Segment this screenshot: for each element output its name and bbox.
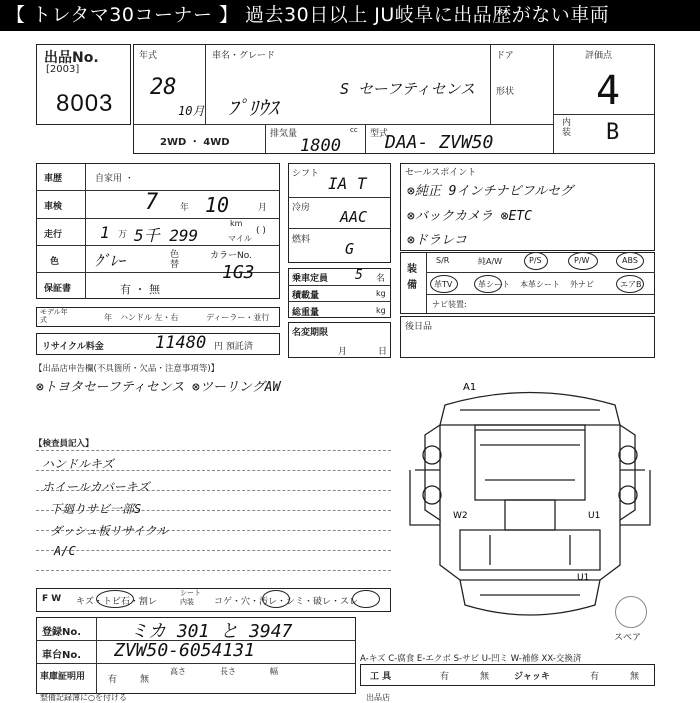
drive-label: 2WD ・ 4WD [160,137,230,148]
interior-fw-label: F W [42,594,62,604]
inspection-month-unit: 月 [258,203,268,213]
warranty-label: 保証書 [44,284,72,294]
equipment-label: 装備 [407,264,417,291]
spare-tire-icon [615,596,647,628]
footer-left: 整備記録簿に○を付ける [40,693,127,702]
capacity-label: 乗車定員 [292,274,329,284]
interior-value: B [606,120,620,145]
sales-points-label: セールスポイント [405,168,477,178]
color-code-label: カラーNo. [210,251,252,261]
header-banner: 【 トレタマ30コーナー 】 過去30日以上 JU岐阜に出品歴がない車両 [0,0,700,31]
ac-label: 冷房 [292,203,311,213]
car-damage-diagram [405,370,655,630]
equip-ps: P/S [529,256,542,265]
ac-value: AAC [340,208,368,226]
doors-shape-label: 形状 [496,87,515,97]
navi-label: ナビ装置: [432,300,467,309]
score-value: 4 [596,68,621,114]
vin-cert-sub2: 無 [140,675,150,685]
model-value: DAA- ZVW50 [385,132,494,153]
model-year-label: モデル年式 [40,308,68,324]
mileage-label: 走行 [44,230,63,240]
circle-sure [352,590,380,608]
inspection-year: 7 [145,190,159,215]
damage-legend: A-キズ C-腐食 E-エクボ S-サビ U-凹ミ W-補修 XX-交換済 [360,654,582,664]
lot-label: 出品No. [44,50,99,66]
circle-pw [568,252,598,270]
reg-period-label: 名変期限 [292,328,329,338]
diagram-a1: A1 [463,382,477,393]
tools-v1: 有 [440,672,450,682]
equip-leather: 本革シート [520,280,560,289]
interior-items: キズ・トビ石・割レ [76,597,157,607]
mileage-unit-km: km [230,219,243,228]
notes-header: 【出品店申告欄(不具箇所・欠品・注意事項等)】 [34,364,220,374]
model-year-unit: 年 [104,313,112,322]
vin-label: 車台No. [42,650,82,661]
dealer-label: ディーラー・並行 [206,313,270,322]
circle-tv [430,275,458,293]
score-label: 評価点 [585,51,613,61]
mileage-paren: ( ) [256,226,266,236]
vin-cert-sub1: 有 [108,675,118,685]
jack-v2: 無 [630,672,640,682]
reg-period-unit2: 日 [378,347,388,357]
recycle-value: 11480 [155,333,207,353]
equip-tv: 革TV [434,280,453,289]
inspector-line-1: ハンドルキズ [42,457,114,471]
displacement-value: 1800 [300,136,341,156]
color-change-label: 色替 [170,250,180,270]
circle-ps [524,252,548,270]
shift-value: IA T [328,174,367,193]
vin-cert-sub3: 高さ [170,667,186,676]
inspector-line-4: ダッシュ板リサイクル [50,524,169,538]
inspector-label: 【検査員記入】 [34,439,94,449]
sales-point-1: ⊗純正 9インチナビフルセグ [407,184,573,199]
fuel-value: G [345,240,355,258]
equip-seat: 革シート [478,280,510,289]
footer-right: 出品店 [366,693,390,702]
displacement-unit: cc [350,126,358,134]
displacement-label: 排気量 [270,129,298,139]
vin-value: ZVW50-6054131 [114,640,255,661]
vin-cert-label: 車庫証明用 [40,672,86,682]
year-value: 28 [150,75,177,100]
capacity-unit: 名 [376,274,386,284]
sales-point-2: ⊗バックカメラ ⊗ETC [407,209,532,224]
mileage-man: 1 [100,223,110,242]
circle-abs [616,252,644,270]
diagram-w2: W2 [453,511,468,521]
equip-pw: P/W [574,256,590,265]
vin-cert-sub5: 幅 [270,667,278,676]
inspection-year-unit: 年 [180,203,190,213]
color-code: 1G3 [222,262,255,283]
doors-label: ドア [496,51,514,61]
recycle-deposit: 円 預託済 [214,342,253,352]
jack-label: ジャッキ [514,672,550,682]
load-label: 積載量 [292,291,320,301]
mileage-value: 5千 299 [134,226,199,245]
color-value: ｸﾞﾚｰ [95,252,126,270]
tools-v2: 無 [480,672,490,682]
capacity-value: 5 [355,268,363,283]
year-month: 10月 [178,104,205,118]
inspection-month: 10 [205,193,230,217]
color-label: 色 [50,257,60,267]
inspector-line-5: A/C [54,544,76,558]
handle-label: ハンドル 左・右 [120,313,179,322]
equip-abs: ABS [622,256,638,265]
reg-label: 登録No. [42,627,82,638]
spare-label: スペア [614,633,642,643]
history-value: 自家用 ・ [95,174,134,184]
mileage-man-unit: 万 [118,230,128,240]
reg-period-unit: 月 [338,347,348,357]
name-value: ﾌﾟﾘｳｽ [228,96,278,120]
name-grade: S セーフティセンス [340,80,476,98]
interior-items2: コゲ・穴・汚レ・シミ・破レ・スレ [214,597,359,607]
fuel-label: 燃料 [292,235,311,245]
lot-sub: [2003] [46,64,80,75]
history-label: 車歴 [44,174,63,184]
name-label: 車名・グレード [212,51,276,61]
gross-unit: kg [376,306,386,315]
load-unit: kg [376,289,386,298]
diagram-u1: U1 [588,511,601,521]
inspector-line-3: 下廻りサビ一部S [50,502,142,516]
back-storage-box [400,316,655,358]
equip-navi: 外ナビ [570,280,594,289]
reg-value: ミカ 301 と 3947 [130,621,293,642]
back-storage-label: 後日品 [405,322,433,332]
recycle-label: リサイクル料金 [42,342,104,352]
circle-tobi [96,590,134,608]
interior-label: 内装 [562,118,572,138]
tools-box [360,664,655,686]
circle-seat [474,275,502,293]
jack-v1: 有 [590,672,600,682]
year-label: 年式 [139,51,158,61]
circle-airbag [616,275,644,293]
mileage-unit-mile: マイル [228,234,252,243]
inspection-label: 車検 [44,202,63,212]
sales-point-3: ⊗ドラレコ [407,233,467,248]
warranty-value: 有 ・ 無 [120,283,160,296]
tools-label: 工 具 [370,672,392,682]
shift-label: シフト [292,169,320,179]
lot-number: 8003 [56,90,114,117]
model-label: 型式 [370,129,389,139]
notes-value: ⊗トヨタセーフティセンス ⊗ツーリングAW [36,380,281,395]
equip-sr: S/R [436,256,450,265]
interior-seat: シート内装 [180,589,201,606]
equip-aw: 純A/W [478,257,503,266]
vin-cert-sub4: 長さ [220,667,236,676]
equip-airbag: エアB [620,280,642,289]
gross-label: 総重量 [292,308,320,318]
inspector-line-2: ホイールカバーキズ [42,480,150,494]
diagram-u1b: U1 [577,573,590,583]
circle-yogore [262,590,290,608]
